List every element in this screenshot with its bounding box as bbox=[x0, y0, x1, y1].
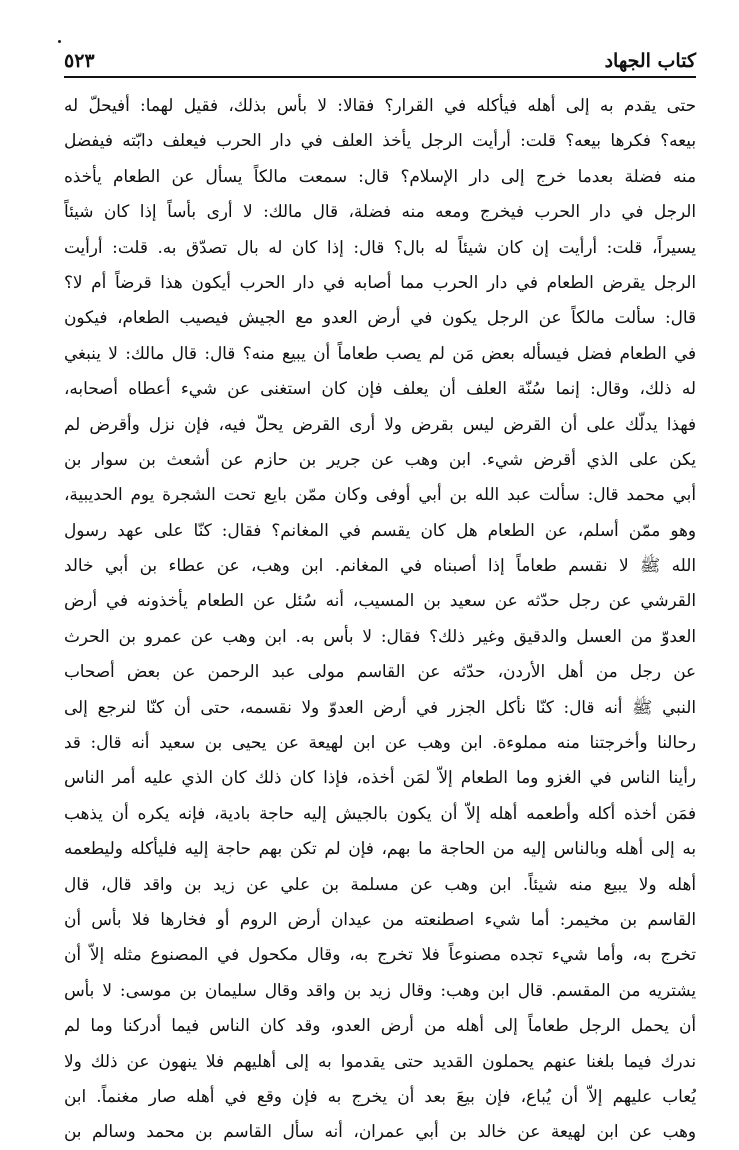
text-line: العدوّ من العسل والدقيق وغير ذلك؟ فقال: لا بأس به. ابن وهب عن عمرو بن الحرث bbox=[64, 625, 696, 646]
page-speck bbox=[58, 40, 61, 43]
page-body bbox=[64, 88, 696, 1150]
text-line: القرشي عن رجل حدّثه عن سعيد بن المسيب، أنه سُئل عن الطعام يأخذونه في أرض bbox=[64, 590, 696, 611]
text-line: فمَن أخذه أكله وأطعمه أهله إلاّ أن يكون بالجيش إليه حاجة بادية، فإنه يكره أن يذهب bbox=[64, 802, 696, 823]
text-line: عن رجل من أهل الأردن، حدّثه عن القاسم مولى عبد الرحمن عن بعض أصحاب bbox=[64, 661, 696, 682]
text-line: به إلى أهله وبالناس إليه من الحاجة ما بهم، فإن لم تكن بهم حاجة إليه فليأكله وليطعمه bbox=[64, 838, 696, 859]
text-line: بيعه؟ فكرها بيعه؟ قلت: أرأيت الرجل يأخذ العلف في دار الحرب فيعلف دابّته فيفضل bbox=[64, 130, 696, 151]
page-header bbox=[64, 42, 696, 72]
text-line: رحالنا وأخرجتنا منه مملوءة. ابن وهب عن ابن لهيعة عن يحيى بن سعيد أنه قال: قد bbox=[64, 732, 696, 753]
text-line: أبي محمد قال: سألت عبد الله بن أبي أوفى وكان ممّن بايع تحت الشجرة يوم الحديبية، bbox=[64, 484, 696, 505]
text-line: رأينا الناس في الغزو وما الطعام إلاّ لمَن أخذه، فإذا كان ذلك كان الذي عليه أمر الناس bbox=[64, 767, 696, 788]
text-line: الرجل في دار الحرب فيخرج ومعه منه فضلة، قال مالك: لا أرى بأساً إذا كان شيئاً bbox=[64, 201, 696, 222]
text-line: يكن على الذي أقرض شيء. ابن وهب عن جرير بن حازم عن أشعث بن سوار بن bbox=[64, 448, 696, 469]
text-line: منه فضلة بعدما خرج إلى دار الإسلام؟ قال: سمعت مالكاً يسأل عن الطعام يأخذه bbox=[64, 165, 696, 186]
text-line: حتى يقدم به إلى أهله فيأكله في القرار؟ فقالا: لا بأس بذلك، فقيل لهما: أفيحلّ له bbox=[64, 95, 696, 115]
text-line: الله ﷺ لا نقسم طعاماً إذا أصبناه في المغانم. ابن وهب، عن عطاء بن أبي خالد bbox=[64, 555, 696, 576]
text-line: القاسم بن مخيمر: أما شيء اصطنعته من عيدان أرض الروم أو فخارها فلا بأس أن bbox=[64, 908, 696, 929]
book-title: كتاب الجهاد bbox=[604, 50, 696, 72]
text-line: قال: سألت مالكاً عن الرجل يكون في أرض العدو مع الجيش فيصيب الطعام، فيكون bbox=[64, 307, 696, 328]
text-line: في الطعام فضل فيسأله بعض مَن لم يصب طعاماً أن يبيع منه؟ قال: قال مالك: لا ينبغي bbox=[64, 342, 696, 363]
text-line: الرجل يقرض الطعام في دار الحرب مما أصابه في دار الحرب أيكون هذا قرضاً أم لا؟ bbox=[64, 271, 696, 292]
page-number: ٥٢٣ bbox=[64, 50, 95, 72]
text-line: يُعاب عليهم إلاّ أن يُباع، فإن بيعَ بعد أن يخرج به فإن وقع في أهله صار مغنماً. ابن bbox=[64, 1085, 696, 1106]
text-line: ندرك فيما بلغنا عنهم يحملون القديد حتى يقدموا به إلى أهليهم فلا ينهون عن ذلك ولا bbox=[64, 1050, 696, 1071]
text-line: يشتريه من المقسم. قال ابن وهب: وقال زيد بن واقد وقال سليمان بن موسى: لا بأس bbox=[64, 979, 696, 1000]
text-line: وهو ممّن أسلم، عن الطعام هل كان يقسم في المغانم؟ فقال: كنّا على عهد رسول bbox=[64, 519, 696, 540]
text-line: النبي ﷺ أنه قال: كنّا نأكل الجزر في أرض العدوّ ولا نقسمه، حتى أن كنّا لنرجع إلى bbox=[64, 696, 696, 717]
text-line: وهب عن ابن لهيعة عن خالد بن أبي عمران، أنه سأل القاسم بن محمد وسالم بن bbox=[64, 1121, 696, 1142]
text-line: تخرج به، وأما شيء تجده مصنوعاً فلا تخرج به، وقال مكحول في المصنوع مثله إلاّ أن bbox=[64, 944, 696, 965]
header-rule bbox=[64, 76, 696, 78]
text-line: أهله ولا يبيع منه شيئاً. ابن وهب عن مسلمة بن علي عن زيد بن واقد قال، قال bbox=[64, 873, 696, 894]
text-line: فهذا يدلّك على أن القرض ليس بقرض ولا أرى القرض يحلّ فيه، فإن نزل وأقرض لم bbox=[64, 413, 696, 434]
text-line: له ذلك، وقال: إنما سُنّة العلف أن يعلف فإن كان استغنى عن شيء أعطاه أصحابه، bbox=[64, 378, 696, 399]
text-line: يسيراً، قلت: أرأيت إن كان شيئاً له بال؟ قال: إذا كان له بال تصدّق به. قلت: أرأيت bbox=[64, 236, 696, 257]
text-line: أن يحمل الرجل طعاماً إلى أهله من أرض العدو، وقد كان الناس فيما أدركنا وما لم bbox=[64, 1015, 696, 1036]
